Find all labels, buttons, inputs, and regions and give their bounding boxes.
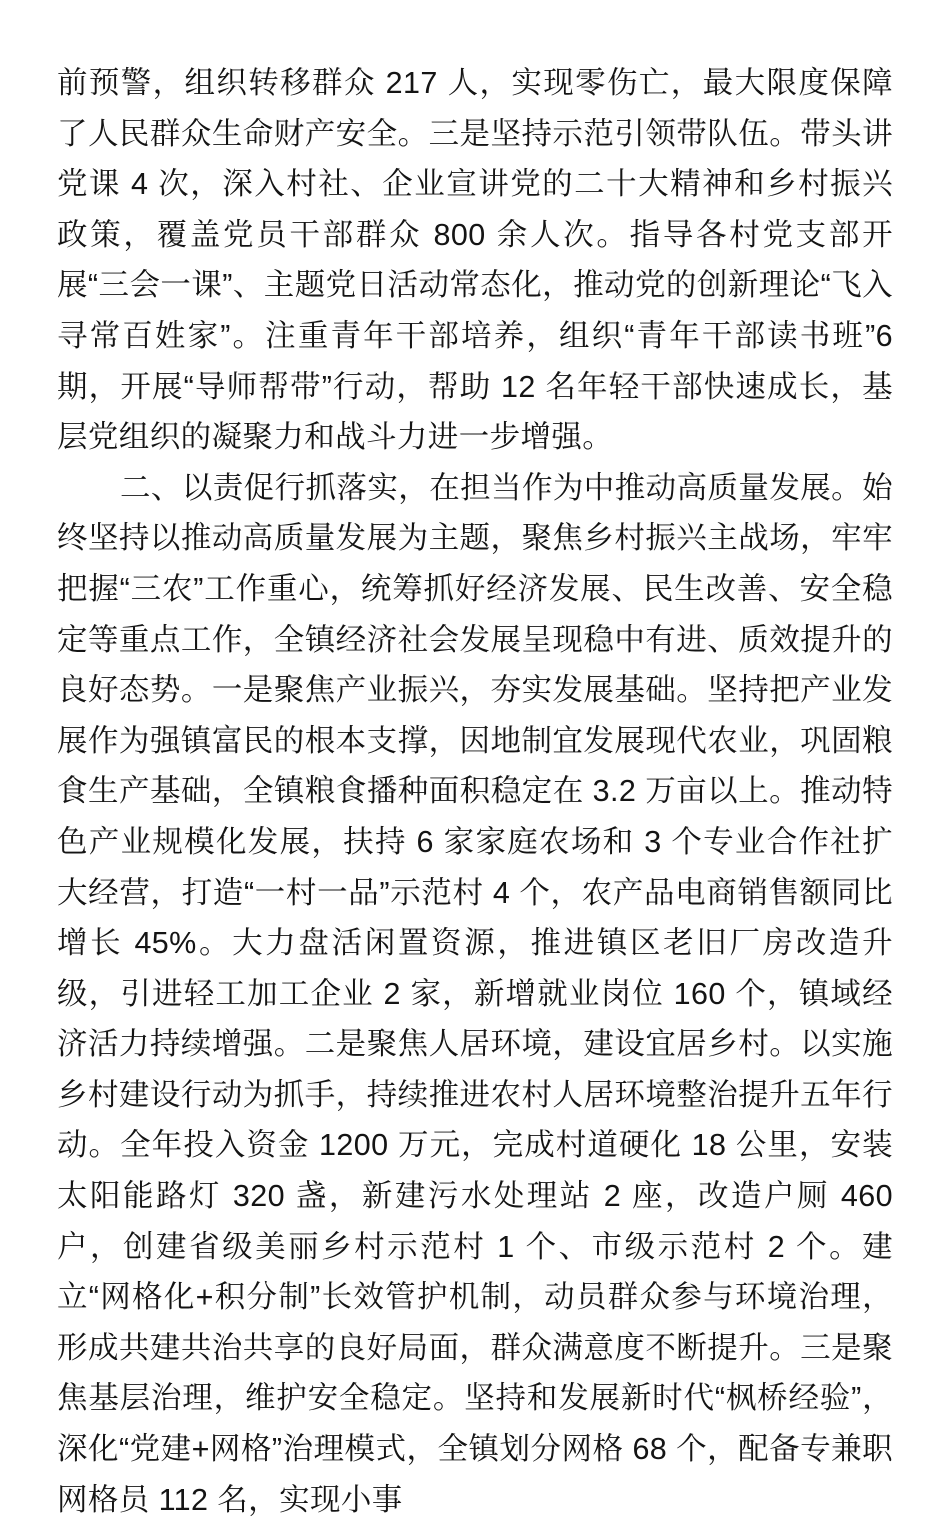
paragraph-continued-section-one: 前预警，组织转移群众 217 人，实现零伤亡，最大限度保障了人民群众生命财产安全。三是坚持示范引领带队伍。带头讲党课 4 次，深入村社、企业宣讲党的二十大精神和乡村振兴政策，覆盖党员干部群众 800 余人次。指导各村党支部开展“三会一课”、主题党日活动常态化，推动党的创新理论“飞入寻常百姓家”。注重青年干部培养，组织“青年干部读书班”6 期，开展“导师帮带”行动，帮助 12 名年轻干部快速成长，基层党组织的凝聚力和战斗力进一步增强。: [57, 66, 893, 455]
paragraph-section-two: 二、以责促行抓落实，在担当作为中推动高质量发展。始终坚持以推动高质量发展为主题，聚焦乡村振兴主战场，牢牢把握“三农”工作重心，统筹抓好经济发展、民生改善、安全稳定等重点工作，全镇经济社会发展呈现稳中有进、质效提升的良好态势。一是聚焦产业振兴，夯实发展基础。坚持把产业发展作为强镇富民的根本支撑，因地制宜发展现代农业，巩固粮食生产基础，全镇粮食播种面积稳定在 3.2 万亩以上。推动特色产业规模化发展，扶持 6 家家庭农场和 3 个专业合作社扩大经营，打造“一村一品”示范村 4 个，农产品电商销售额同比增长 45%。大力盘活闲置资源，推进镇区老旧厂房改造升级，引进轻工加工企业 2 家，新增就业岗位 160 个，镇域经济活力持续增强。二是聚焦人居环境，建设宜居乡村。以实施乡村建设行动为抓手，持续推进农村人居环境整治提升五年行动。全年投入资金 1200 万元，完成村道硬化 18 公里，安装太阳能路灯 320 盏，新建污水处理站 2 座，改造户厕 460 户，创建省级美丽乡村示范村 1 个、市级示范村 2 个。建立“网格化+积分制”长效管护机制，动员群众参与环境治理，形成共建共治共享的良好局面，群众满意度不断提升。三是聚焦基层治理，维护安全稳定。坚持和发展新时代“枫桥经验”，深化“党建+网格”治理模式，全镇划分网格 68 个，配备专兼职网格员 112 名，实现小事: [57, 470, 893, 1517]
document-body: [57, 58, 893, 1525]
